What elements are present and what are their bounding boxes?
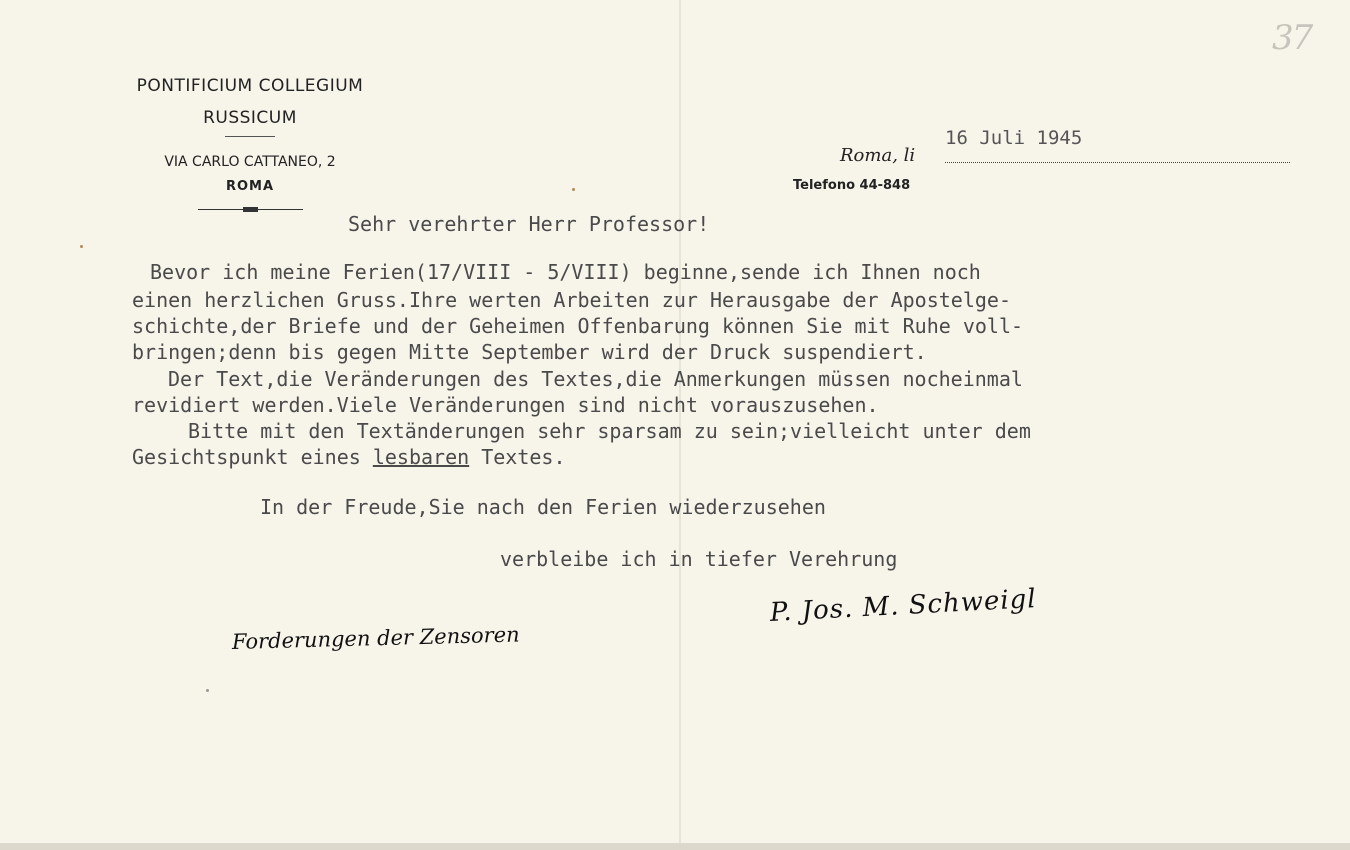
letterhead-ornament — [198, 208, 303, 212]
body-line: Bitte mit den Textänderungen sehr sparsam zu sein;vielleicht unter dem — [188, 419, 1031, 443]
body-line: bringen;denn bis gegen Mitte September wird der Druck suspendiert. — [132, 340, 927, 364]
letter-date: 16 Juli 1945 — [945, 127, 1083, 149]
body-line-last — [132, 447, 565, 467]
closing-line1: In der Freude,Sie nach den Ferien wiederzusehen — [260, 495, 826, 519]
archive-number: 37 — [1272, 18, 1312, 58]
paper-spot — [572, 188, 575, 191]
paper-spot — [206, 689, 209, 692]
body-line: Bevor ich meine Ferien(17/VIII - 5/VIII) beginne,sende ich Ihnen noch — [150, 260, 981, 284]
letterhead-name-line2: RUSSICUM — [203, 108, 297, 128]
body-last-prefix: Gesichtspunkt eines — [132, 445, 373, 469]
paper-spot — [80, 245, 83, 248]
phone-number: Telefono 44-848 — [793, 178, 911, 193]
date-dotted-line — [945, 162, 1290, 163]
handwritten-note: Forderungen der Zensoren — [231, 622, 520, 654]
place-label: Roma, li — [840, 145, 916, 166]
letterhead-name-line1: PONTIFICIUM COLLEGIUM — [136, 76, 364, 96]
body-line: Der Text,die Veränderungen des Textes,die Anmerkungen müssen nocheinmal — [168, 367, 1023, 391]
scan-background — [0, 843, 1350, 850]
handwritten-signature: P. Jos. M. Schweigl — [769, 584, 1038, 628]
letterhead-city: ROMA — [225, 179, 275, 194]
closing-line2: verbleibe ich in tiefer Verehrung — [500, 547, 898, 571]
body-line: revidiert werden.Viele Veränderungen sind nicht vorauszusehen. — [132, 393, 879, 417]
letterhead-rule — [225, 136, 275, 137]
body-last-suffix: Textes. — [469, 445, 566, 469]
body-line: einen herzlichen Gruss.Ihre werten Arbeiten zur Herausgabe der Apostelge- — [132, 288, 1011, 312]
letterhead-street: VIA CARLO CATTANEO, 2 — [164, 154, 336, 170]
underlined-word: lesbaren — [372, 445, 470, 469]
salutation: Sehr verehrter Herr Professor! — [348, 212, 710, 236]
body-line: schichte,der Briefe und der Geheimen Offenbarung können Sie mit Ruhe voll- — [132, 314, 1024, 338]
